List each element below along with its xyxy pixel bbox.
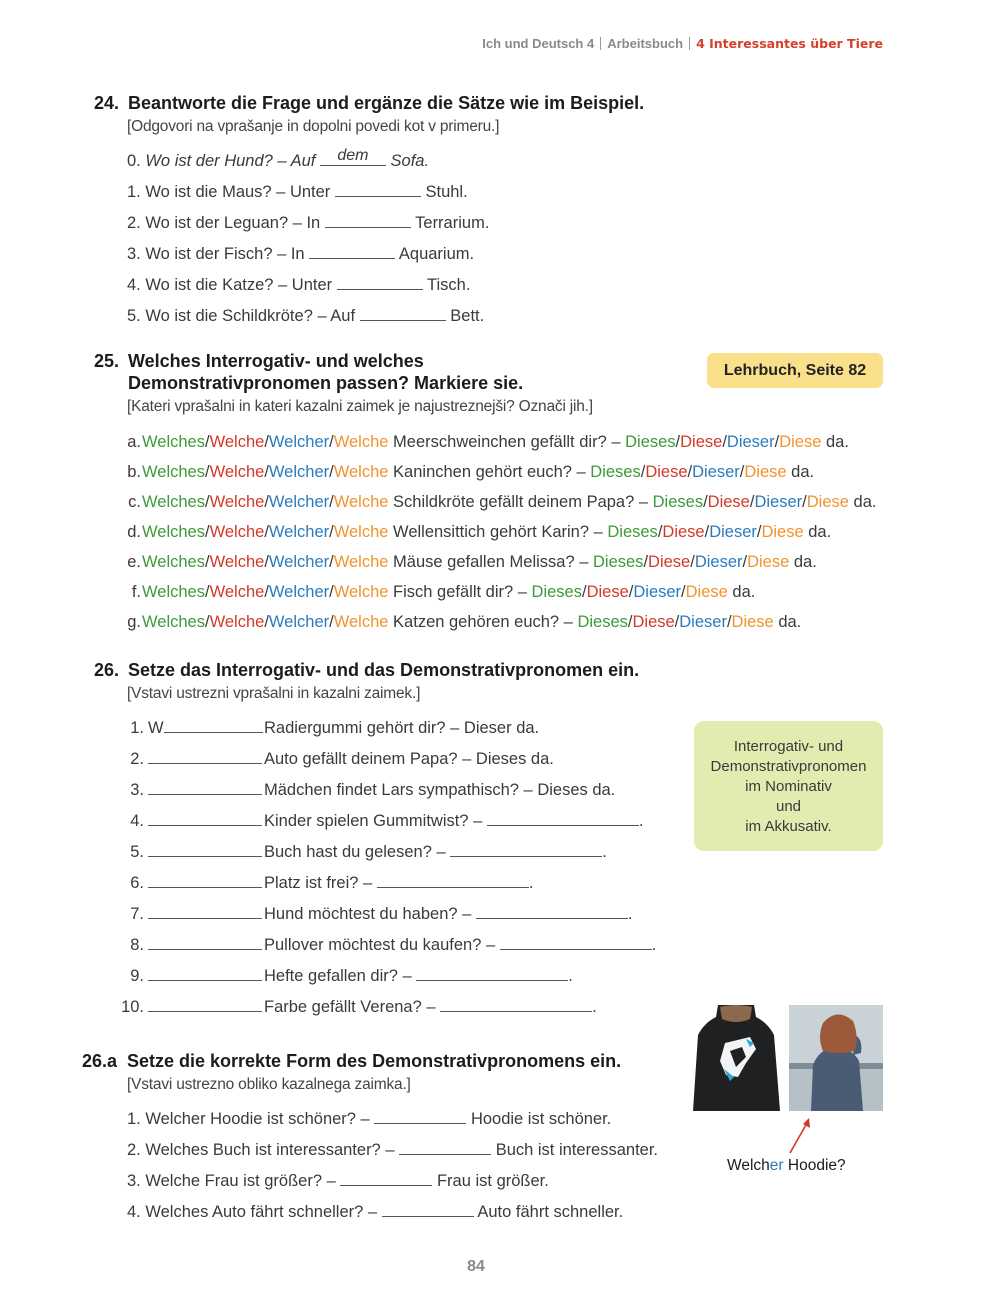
demonstrative-option[interactable]: Dieser: [633, 583, 682, 601]
answer-blank[interactable]: [360, 307, 446, 321]
exercise-26-item: 10. Farbe gefällt Verena? – .: [121, 998, 597, 1016]
exercise-24-item: 5. Wo ist die Schildkröte? – Auf Bett.: [127, 307, 485, 325]
demonstrative-option[interactable]: Dieses: [593, 553, 644, 571]
exercise-24-item: 2. Wo ist der Leguan? – In Terrarium.: [127, 214, 490, 232]
interrogative-blank[interactable]: [148, 749, 264, 769]
interrogative-option[interactable]: Welche: [209, 493, 265, 511]
slash-separator: /: [687, 463, 693, 481]
exercise-25-title: [94, 350, 654, 394]
exercise-26a-item: 2. Welches Buch ist interessanter? – Buch ist interessanter.: [127, 1141, 659, 1159]
exercise-26-item: 3. Mädchen findet Lars sympathisch? – Dieses da.: [130, 781, 616, 799]
interrogative-option[interactable]: Welche: [333, 583, 389, 601]
interrogative-option[interactable]: Welche: [209, 553, 265, 571]
demonstrative-option[interactable]: Dieser: [694, 553, 743, 571]
interrogative-option[interactable]: Welcher: [268, 613, 330, 631]
exercise-26-item: 1. W Radiergummi gehört dir? – Dieser da.: [130, 719, 540, 737]
interrogative-option[interactable]: Welche: [333, 493, 389, 511]
page-number: 84: [467, 1258, 485, 1275]
slash-separator: /: [674, 613, 680, 631]
slash-separator: /: [802, 493, 807, 511]
exercise-number: 26.a: [82, 1051, 118, 1071]
demonstrative-option[interactable]: Dieser: [754, 493, 803, 511]
answer-blank[interactable]: [148, 750, 262, 764]
demonstrative-option[interactable]: Diese: [761, 523, 804, 541]
slash-separator: /: [640, 463, 646, 481]
exercise-26a-item: 3. Welche Frau ist größer? – Frau ist größer.: [127, 1172, 549, 1190]
interrogative-option[interactable]: Welche: [209, 583, 265, 601]
slash-separator: /: [204, 493, 210, 511]
demonstrative-option[interactable]: Diese: [707, 493, 750, 511]
slash-separator: /: [204, 463, 210, 481]
book-part: Arbeitsbuch: [607, 36, 684, 51]
exercise-26a-item: 1. Welcher Hoodie ist schöner? – Hoodie ist schöner.: [127, 1110, 612, 1128]
answer-blank[interactable]: [374, 1110, 466, 1124]
exercise-26-item: 5. Buch hast du gelesen? – .: [130, 843, 607, 861]
interrogative-option[interactable]: Welche: [333, 553, 389, 571]
exercise-25-item: g.Welches/Welche/Welcher/Welche Katzen gehören euch? – Dieses/Diese/Dieser/Diese da.: [127, 613, 802, 631]
running-header: [482, 36, 883, 51]
exercise-25-translation: [Kateri vprašalni in kateri kazalni zaimek je najustreznejši? Označi jih.]: [127, 398, 593, 415]
answer-blank[interactable]: [382, 1203, 474, 1217]
demonstrative-option[interactable]: Dieses: [577, 613, 628, 631]
exercise-24-item: 4. Wo ist die Katze? – Unter Tisch.: [127, 276, 471, 294]
demonstrative-option[interactable]: Diese: [744, 463, 787, 481]
period: .: [592, 998, 597, 1016]
image-caption: Welcher Hoodie?: [727, 1157, 846, 1174]
slash-separator: /: [627, 613, 633, 631]
slash-separator: /: [329, 583, 334, 601]
demonstrative-answer-blank[interactable]: [377, 874, 529, 888]
slash-separator: /: [204, 433, 210, 451]
demonstrative-answer-blank[interactable]: [487, 812, 639, 826]
period: .: [638, 812, 644, 830]
demonstrative-option[interactable]: Dieses: [590, 463, 641, 481]
period: .: [528, 874, 534, 892]
exercise-26a-title: [82, 1050, 682, 1072]
demonstrative-option[interactable]: Diese: [779, 433, 822, 451]
demonstrative-option[interactable]: Dieser: [679, 613, 727, 631]
interrogative-option[interactable]: Welches: [142, 493, 205, 511]
demonstrative-option[interactable]: Diese: [645, 463, 688, 481]
exercise-25-item: c.Welches/Welche/Welcher/Welche Schildkröte gefällt deinem Papa? – Dieses/Diese/Dieser/Diese da.: [128, 493, 877, 511]
period: .: [651, 936, 657, 954]
exercise-25-item: a.Welches/Welche/Welcher/Welche Meerschweinchen gefällt dir? – Dieses/Diese/Dieser/Diese da.: [127, 433, 849, 451]
slash-separator: /: [756, 523, 762, 541]
answer-blank[interactable]: [399, 1141, 491, 1155]
slash-separator: /: [722, 433, 727, 451]
slash-separator: /: [749, 493, 755, 511]
demonstrative-option[interactable]: Dieses: [531, 583, 582, 601]
slash-separator: /: [726, 613, 732, 631]
interrogative-blank[interactable]: [148, 873, 264, 893]
slash-separator: /: [657, 523, 663, 541]
interrogative-blank[interactable]: [148, 904, 264, 924]
black-hoodie-image: [690, 1005, 783, 1111]
exercise-number: 25.: [94, 351, 120, 371]
demonstrative-option[interactable]: Dieses: [652, 493, 704, 511]
exercise-25-item: f.Welches/Welche/Welcher/Welche Fisch gefällt dir? – Dieses/Diese/Dieser/Diese da.: [131, 583, 756, 601]
interrogative-option[interactable]: Welcher: [268, 523, 330, 541]
exercise-26-item: 7. Hund möchtest du haben? – .: [130, 905, 633, 923]
interrogative-blank[interactable]: [148, 997, 264, 1017]
exercise-26a-translation: [Vstavi ustrezno obliko kazalnega zaimka.]: [127, 1076, 411, 1093]
answer-blank[interactable]: [325, 214, 411, 228]
slash-separator: /: [264, 433, 269, 451]
demonstrative-option[interactable]: Dieser: [709, 523, 757, 541]
interrogative-option[interactable]: Welches: [142, 523, 205, 541]
exercise-26-translation: [Vstavi ustrezni vprašalni in kazalni zaimek.]: [127, 685, 421, 702]
exercise-instruction: Beantworte die Frage und ergänze die Sätze wie im Beispiel.: [128, 93, 645, 113]
demonstrative-option[interactable]: Dieses: [607, 523, 658, 541]
slash-separator: /: [628, 583, 634, 601]
slash-separator: /: [204, 553, 210, 571]
answer-blank[interactable]: [148, 936, 262, 950]
exercise-24-translation: [Odgovori na vprašanje in dopolni povedi kot v primeru.]: [127, 118, 500, 135]
answer-blank[interactable]: [337, 276, 423, 290]
answer-blank[interactable]: [148, 781, 262, 795]
slash-separator: /: [329, 463, 334, 481]
grammar-info-box: Interrogativ- und Demonstrativpronomen im Nominativ und im Akkusativ.: [694, 721, 883, 851]
slash-separator: /: [774, 433, 780, 451]
period: .: [602, 843, 607, 861]
slash-separator: /: [264, 463, 269, 481]
demonstrative-option[interactable]: Diese: [632, 613, 675, 631]
header-divider: [600, 37, 601, 50]
demonstrative-answer-blank[interactable]: [440, 998, 592, 1012]
slash-separator: /: [329, 433, 334, 451]
slash-separator: /: [739, 463, 745, 481]
demonstrative-answer-blank[interactable]: [450, 843, 602, 857]
answer-blank[interactable]: [148, 967, 262, 981]
demonstrative-option[interactable]: Dieses: [625, 433, 676, 451]
exercise-26-item: 6. Platz ist frei? – .: [130, 874, 534, 892]
demonstrative-option[interactable]: Diese: [806, 493, 849, 511]
interrogative-option[interactable]: Welcher: [268, 583, 330, 601]
woman-photo-illustration: [789, 1005, 883, 1111]
exercise-instruction: Setze das Interrogativ- und das Demonstrativpronomen ein.: [128, 660, 640, 680]
interrogative-option[interactable]: Welches: [142, 553, 205, 571]
slash-separator: /: [204, 523, 210, 541]
highlighted-ending: er: [769, 1157, 784, 1174]
exercise-24-item: 3. Wo ist der Fisch? – In Aquarium.: [127, 245, 475, 263]
demonstrative-option[interactable]: Diese: [747, 553, 790, 571]
slash-separator: /: [643, 553, 649, 571]
demonstrative-option[interactable]: Dieser: [692, 463, 740, 481]
interrogative-blank[interactable]: W: [148, 718, 264, 738]
interrogative-option[interactable]: Welche: [333, 613, 389, 631]
exercise-25-item: d.Welches/Welche/Welcher/Welche Wellensittich gehört Karin? – Dieses/Diese/Dieser/Diese da.: [127, 523, 832, 541]
example-answer-blank: dem: [320, 152, 386, 166]
demonstrative-option[interactable]: Diese: [586, 583, 629, 601]
slash-separator: /: [329, 523, 334, 541]
slash-separator: /: [264, 613, 269, 631]
interrogative-option[interactable]: Welche: [333, 433, 389, 451]
slash-separator: /: [681, 583, 686, 601]
demonstrative-answer-blank[interactable]: [416, 967, 568, 981]
slash-separator: /: [329, 493, 334, 511]
period: .: [568, 967, 573, 985]
exercise-26a-item: 4. Welches Auto fährt schneller? – Auto fährt schneller.: [127, 1203, 624, 1221]
answer-blank[interactable]: [335, 183, 421, 197]
chapter-title: 4 Interessantes über Tiere: [696, 36, 883, 51]
interrogative-option[interactable]: Welcher: [268, 553, 330, 571]
slash-separator: /: [264, 523, 269, 541]
exercise-26-item: 8. Pullover möchtest du kaufen? – .: [130, 936, 657, 954]
period: .: [627, 905, 633, 923]
interrogative-option[interactable]: Welches: [142, 583, 205, 601]
exercise-24-title: [94, 92, 694, 114]
exercise-number: 24.: [94, 93, 120, 113]
slash-separator: /: [742, 553, 748, 571]
demonstrative-answer-blank[interactable]: [500, 936, 652, 950]
exercise-25-item: e.Welches/Welche/Welcher/Welche Mäuse gefallen Melissa? – Dieses/Diese/Dieser/Diese da.: [127, 553, 817, 571]
slash-separator: /: [675, 433, 681, 451]
slash-separator: /: [329, 553, 334, 571]
interrogative-blank[interactable]: [148, 811, 264, 831]
header-divider: [689, 37, 690, 50]
textbook-reference-badge: Lehrbuch, Seite 82: [707, 353, 883, 388]
hoodie-illustration: [690, 1005, 783, 1111]
demonstrative-option[interactable]: Diese: [662, 523, 705, 541]
answer-blank[interactable]: [309, 245, 395, 259]
interrogative-option[interactable]: Welcher: [268, 433, 330, 451]
exercise-26-item: 9. Hefte gefallen dir? – .: [130, 967, 573, 985]
interrogative-blank[interactable]: [148, 842, 264, 862]
answer-blank[interactable]: [148, 998, 262, 1012]
interrogative-option[interactable]: Welches: [142, 613, 205, 631]
interrogative-option[interactable]: Welche: [209, 433, 265, 451]
slash-separator: /: [703, 493, 708, 511]
interrogative-option[interactable]: Welches: [142, 463, 205, 481]
exercise-26-item: 2. Auto gefällt deinem Papa? – Dieses da.: [130, 750, 554, 768]
exercise-number: 26.: [94, 660, 120, 680]
answer-blank[interactable]: [148, 812, 262, 826]
interrogative-option[interactable]: Welcher: [268, 463, 330, 481]
interrogative-option[interactable]: Welche: [209, 463, 265, 481]
demonstrative-option[interactable]: Diese: [648, 553, 691, 571]
demonstrative-option[interactable]: Diese: [685, 583, 728, 601]
slash-separator: /: [264, 493, 269, 511]
exercise-24-item: 1. Wo ist die Maus? – Unter Stuhl.: [127, 183, 468, 201]
interrogative-option[interactable]: Welche: [209, 613, 265, 631]
interrogative-blank[interactable]: [148, 935, 264, 955]
demonstrative-option[interactable]: Diese: [731, 613, 774, 631]
answer-blank[interactable]: [164, 719, 263, 733]
woman-in-hoodie-image: [789, 1005, 883, 1111]
slash-separator: /: [204, 613, 210, 631]
answer-blank[interactable]: [148, 843, 262, 857]
slash-separator: /: [204, 583, 210, 601]
slash-separator: /: [704, 523, 710, 541]
interrogative-blank[interactable]: [148, 966, 264, 986]
slash-separator: /: [264, 583, 269, 601]
interrogative-option[interactable]: Welche: [333, 463, 389, 481]
exercise-25-item: b.Welches/Welche/Welcher/Welche Kaninchen gehört euch? – Dieses/Diese/Dieser/Diese da.: [127, 463, 815, 481]
demonstrative-option[interactable]: Dieser: [726, 433, 775, 451]
answer-blank[interactable]: [148, 905, 262, 919]
slash-separator: /: [329, 613, 334, 631]
interrogative-option[interactable]: Welcher: [268, 493, 330, 511]
demonstrative-answer-blank[interactable]: [476, 905, 628, 919]
book-title: Ich und Deutsch 4: [482, 36, 595, 51]
answer-blank[interactable]: [340, 1172, 432, 1186]
slash-separator: /: [690, 553, 695, 571]
exercise-instruction-line2: Demonstrativpronomen passen? Markiere sie.: [128, 373, 524, 393]
exercise-instruction: Setze die korrekte Form des Demonstrativpronomens ein.: [127, 1051, 622, 1071]
exercise-26-title: [94, 659, 694, 681]
pointer-arrow-icon: [785, 1115, 815, 1157]
slash-separator: /: [581, 583, 587, 601]
example-line: 0. Wo ist der Hund? – Auf dem Sofa.: [127, 147, 430, 170]
exercise-26-item: 4. Kinder spielen Gummitwist? – .: [130, 812, 644, 830]
slash-separator: /: [264, 553, 269, 571]
interrogative-option[interactable]: Welche: [333, 523, 389, 541]
interrogative-option[interactable]: Welche: [209, 523, 265, 541]
answer-blank[interactable]: [148, 874, 262, 888]
interrogative-blank[interactable]: [148, 780, 264, 800]
interrogative-option[interactable]: Welches: [142, 433, 205, 451]
exercise-instruction-line1: Welches Interrogativ- und welches: [128, 351, 424, 371]
demonstrative-option[interactable]: Diese: [680, 433, 723, 451]
